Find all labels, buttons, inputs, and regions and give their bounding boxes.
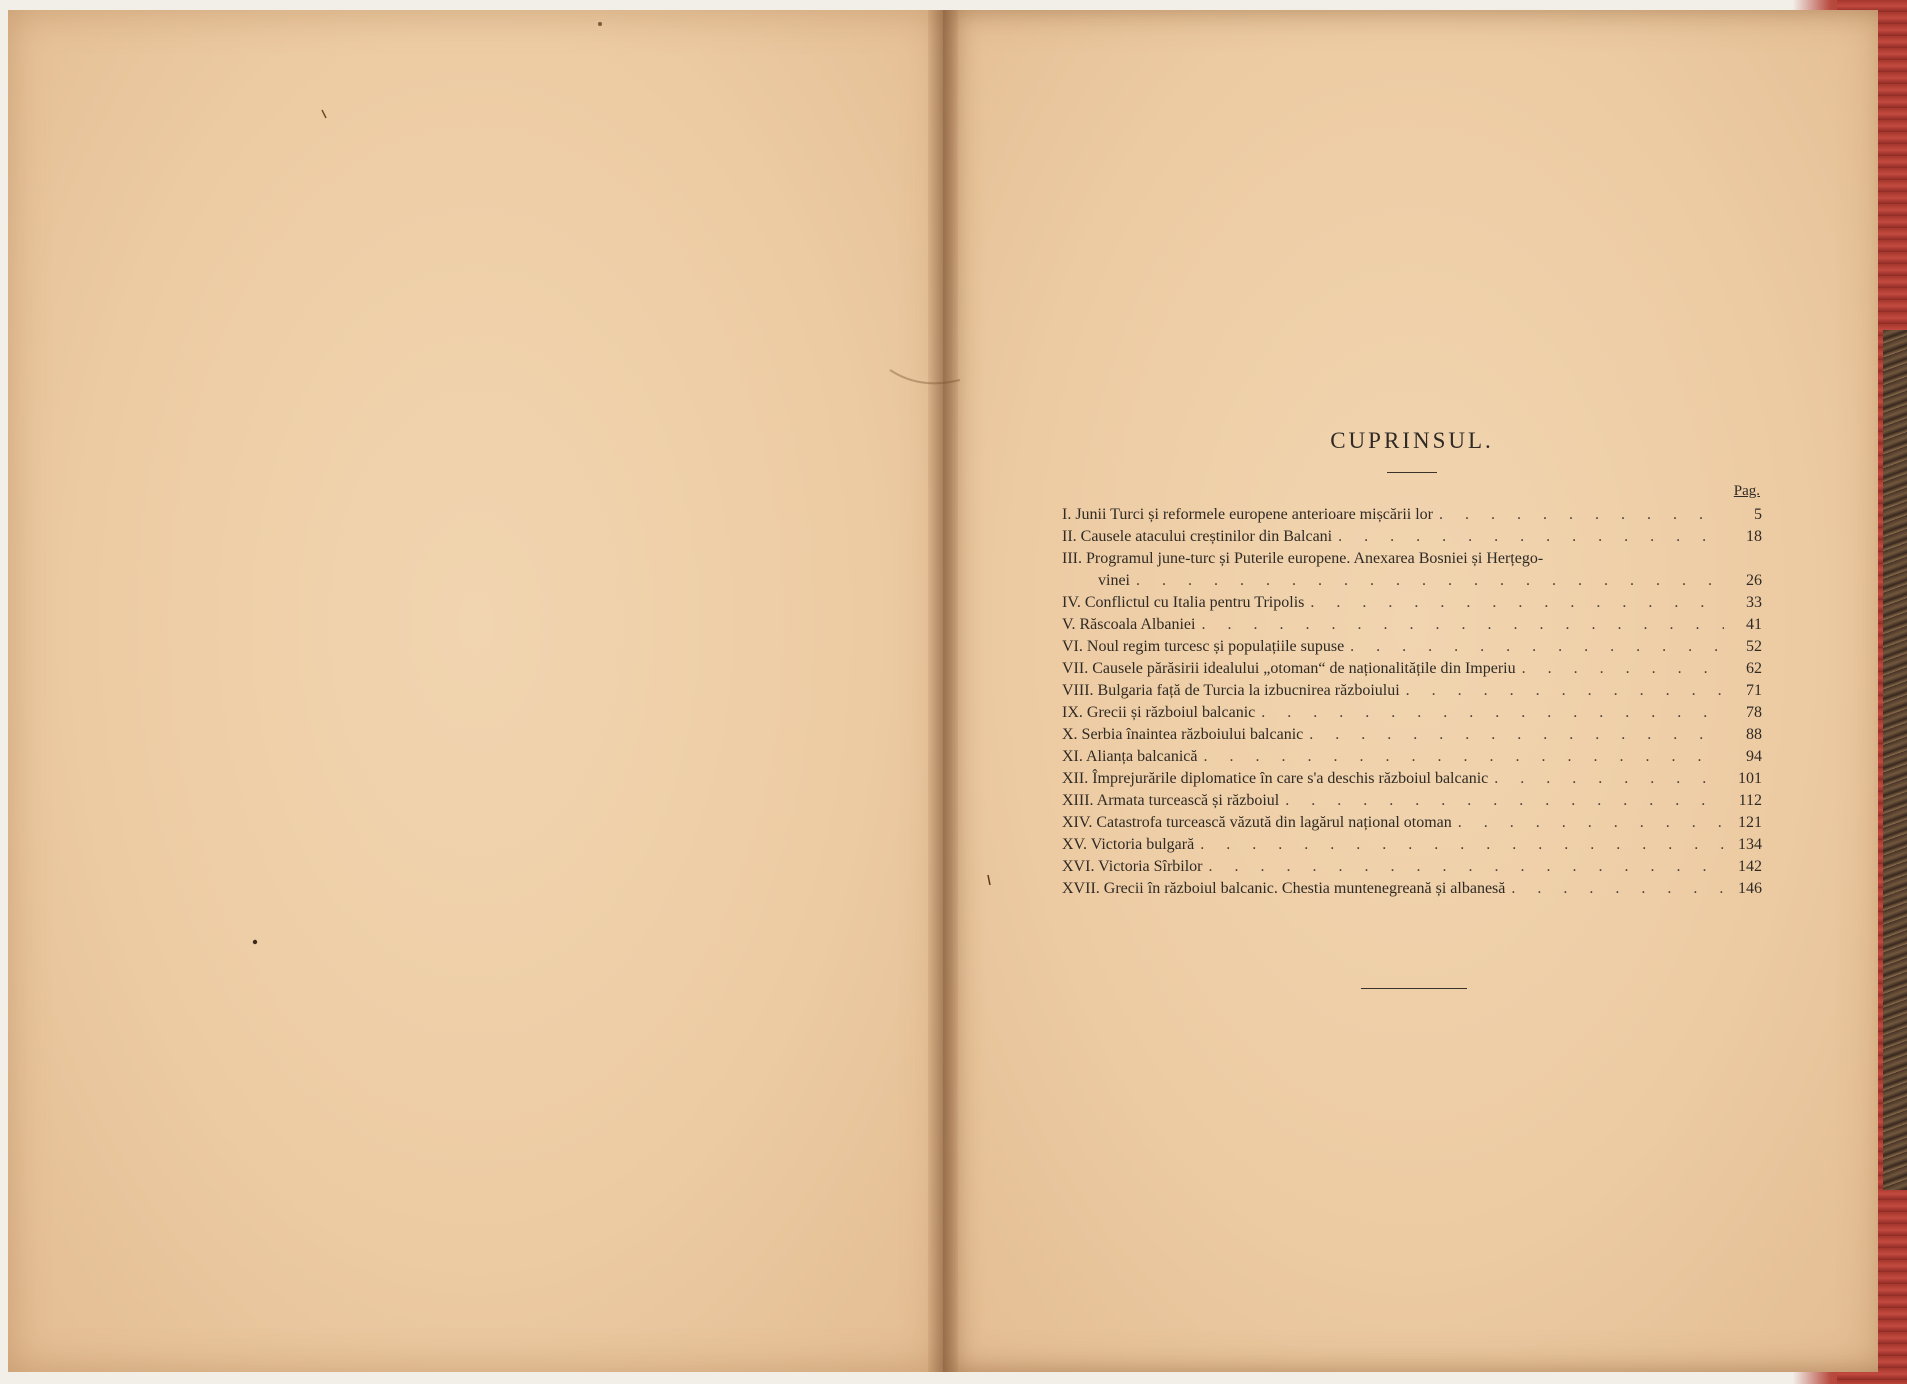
toc-entry-page: 88 <box>1746 726 1762 743</box>
leader-dots <box>1406 680 1724 702</box>
toc-entry-page: 52 <box>1746 638 1762 655</box>
toc-entry-page: 142 <box>1738 858 1762 875</box>
leader-dots <box>1511 878 1724 900</box>
toc-entry-label: X. Serbia înaintea războiului balcanic <box>1062 726 1304 743</box>
toc-entry-page: 33 <box>1746 594 1762 611</box>
leader-dots <box>1310 592 1724 614</box>
leader-dots <box>1209 856 1725 878</box>
toc-entry <box>1062 702 1762 724</box>
toc-entry-page: 78 <box>1746 704 1762 721</box>
toc-entry <box>1062 856 1762 878</box>
toc-entry-label: III. Programul june-turc și Puterile europene. Anexarea Bosniei și Herțego- <box>1062 550 1544 567</box>
toc-entry <box>1062 680 1762 702</box>
toc-entry <box>1062 790 1762 812</box>
toc-entry-page: 101 <box>1738 770 1762 787</box>
leader-dots <box>1261 702 1724 724</box>
toc-entry <box>1062 658 1762 680</box>
toc-entry-label: XIII. Armata turcească și războiul <box>1062 792 1280 809</box>
leader-dots <box>1522 658 1724 680</box>
toc-entry <box>1062 526 1762 548</box>
toc-entry-label: XVII. Grecii în războiul balcanic. Chestia muntenegreană și albanesă <box>1062 880 1506 897</box>
toc-entry <box>1062 746 1762 768</box>
toc-entry-page: 134 <box>1738 836 1762 853</box>
leader-dots <box>1494 768 1724 790</box>
toc-entry-page: 26 <box>1746 572 1762 589</box>
leader-dots <box>1200 834 1724 856</box>
page-column-header: Pag. <box>1733 483 1760 499</box>
toc-entry <box>1062 878 1762 900</box>
leader-dots <box>1204 746 1725 768</box>
toc-entry-continuation <box>1062 570 1762 592</box>
toc-entry-page: 94 <box>1746 748 1762 765</box>
leader-dots <box>1458 812 1724 834</box>
toc-entry <box>1062 768 1762 790</box>
marbled-spine-edge <box>1883 330 1907 1190</box>
toc-entry <box>1062 812 1762 834</box>
toc-entry-page: 71 <box>1746 682 1762 699</box>
leader-dots <box>1350 636 1724 658</box>
toc-entry-page: 146 <box>1738 880 1762 897</box>
toc-entry-label: XV. Victoria bulgară <box>1062 836 1195 853</box>
leader-dots <box>1338 526 1724 548</box>
toc-entry-page: 62 <box>1746 660 1762 677</box>
toc-entry <box>1062 636 1762 658</box>
toc-entry <box>1062 548 1762 570</box>
toc-entry-page: 41 <box>1746 616 1762 633</box>
toc-entry <box>1062 592 1762 614</box>
toc-entry-page: 121 <box>1738 814 1762 831</box>
book-gutter <box>928 10 958 1372</box>
toc-entry-label: XIV. Catastrofa turcească văzută din lagărul național otoman <box>1062 814 1452 831</box>
end-rule <box>1361 988 1467 989</box>
toc-entry-label: IX. Grecii și războiul balcanic <box>1062 704 1256 721</box>
toc-entry-label: I. Junii Turci și reformele europene anterioare mișcării lor <box>1062 506 1433 523</box>
leader-dots <box>1309 724 1724 746</box>
toc-entry-label: II. Causele atacului creștinilor din Balcani <box>1062 528 1333 545</box>
toc-entry-label: XI. Alianța balcanică <box>1062 748 1198 765</box>
toc-entry <box>1062 614 1762 636</box>
toc-entry-page: 18 <box>1746 528 1762 545</box>
leader-dots <box>1201 614 1724 636</box>
toc-entry-label: XVI. Victoria Sîrbilor <box>1062 858 1203 875</box>
toc-entry <box>1062 834 1762 856</box>
toc-entry-label: V. Răscoala Albaniei <box>1062 616 1196 633</box>
toc-entry <box>1062 724 1762 746</box>
toc-entry-label: vinei <box>1098 572 1130 589</box>
toc-title: CUPRINSUL. <box>1330 428 1494 453</box>
toc-entry-page: 112 <box>1738 792 1762 809</box>
toc-entry-label: VII. Causele părăsirii idealului „otoman“ de naționalitățile din Imperiu <box>1062 660 1516 677</box>
toc-entry-label: IV. Conflictul cu Italia pentru Tripolis <box>1062 594 1305 611</box>
left-blank-page <box>8 10 944 1372</box>
leader-dots <box>1285 790 1724 812</box>
table-of-contents <box>1062 428 1762 900</box>
leader-dots <box>1439 504 1724 526</box>
toc-entry-label: VI. Noul regim turcesc și populațiile supuse <box>1062 638 1345 655</box>
toc-entry-page: 5 <box>1754 506 1762 523</box>
toc-entry <box>1062 504 1762 526</box>
toc-entry-label: XII. Împrejurările diplomatice în care s'a deschis războiul balcanic <box>1062 770 1489 787</box>
title-rule <box>1387 472 1437 473</box>
toc-entry-label: VIII. Bulgaria față de Turcia la izbucnirea războiului <box>1062 682 1400 699</box>
leader-dots <box>1136 570 1724 592</box>
